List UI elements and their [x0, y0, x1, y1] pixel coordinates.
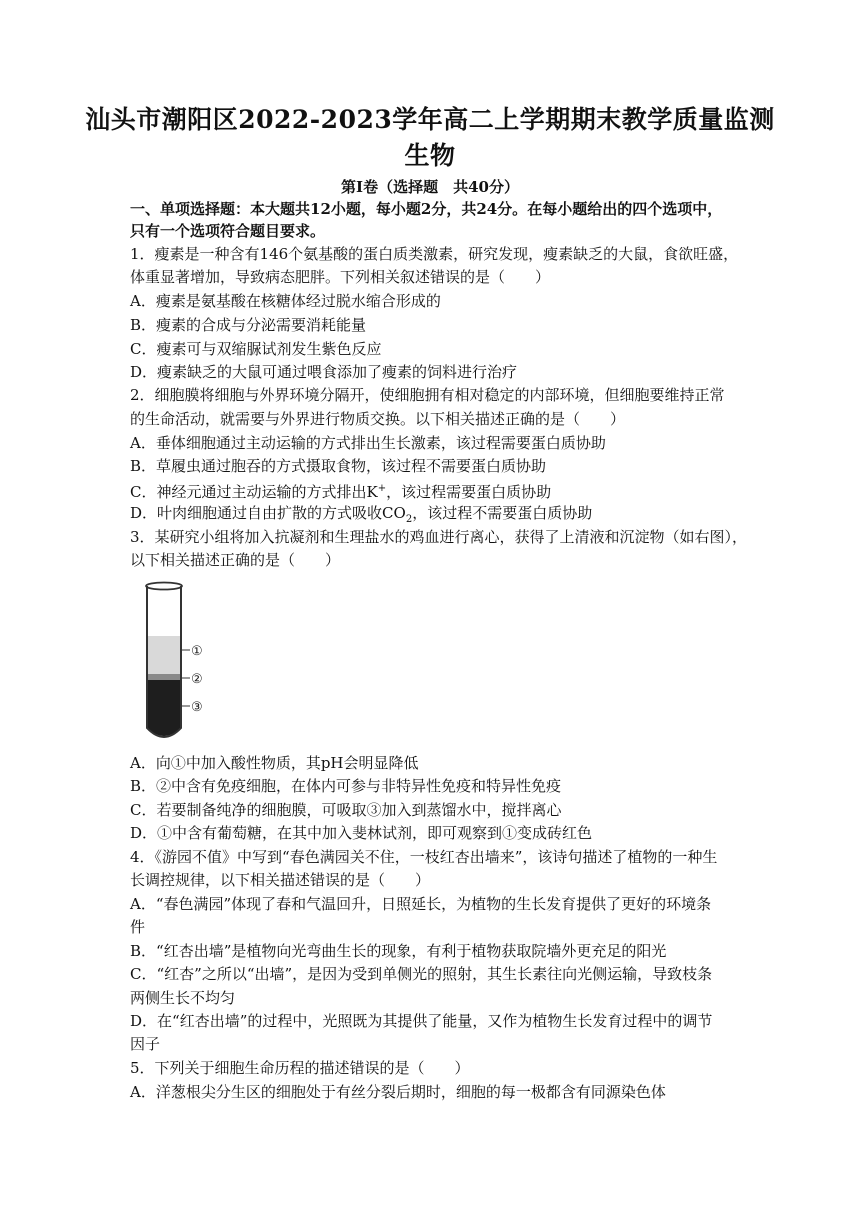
q4-stem-line-2: 长调控规律，以下相关描述错误的是（ ） [130, 871, 431, 889]
q5-stem: 5．下列关于细胞生命历程的描述错误的是（ ） [130, 1059, 470, 1077]
section-heading: 第I卷（选择题 共40分） [341, 178, 519, 196]
q1-stem-line-1: 1．瘦素是一种含有146个氨基酸的蛋白质类激素，研究发现，瘦素缺乏的大鼠，食欲旺盛， [130, 245, 739, 263]
q1-option-a: A．瘦素是氨基酸在核糖体经过脱水缩合形成的 [130, 292, 441, 310]
q3-option-a: A．向①中加入酸性物质，其pH会明显降低 [130, 754, 419, 772]
q1-stem-line-2: 体重显著增加，导致病态肥胖。下列相关叙述错误的是（ ） [130, 268, 551, 286]
q4-option-c-line-2: 两侧生长不均匀 [130, 989, 236, 1007]
q2-stem-line-1: 2．细胞膜将细胞与外界环境分隔开，使细胞拥有相对稳定的内部环境，但细胞要维持正常 [130, 386, 725, 404]
q2-option-d: D．叶肉细胞通过自由扩散的方式吸收$CO_2$，该过程不需要蛋白质协助 [130, 504, 593, 525]
q5-option-a: A．洋葱根尖分生区的细胞处于有丝分裂后期时，细胞的每一极都含有同源染色体 [130, 1083, 666, 1101]
instructions-line-2: 只有一个选项符合题目要求。 [130, 222, 326, 240]
q4-option-a-line-2: 件 [130, 918, 146, 936]
q3-stem-line-2: 以下相关描述正确的是（ ） [130, 551, 341, 569]
q2-option-a: A．垂体细胞通过主动运输的方式排出生长激素，该过程需要蛋白质协助 [130, 434, 606, 452]
q2-stem-line-2: 的生命活动，就需要与外界进行物质交换。以下相关描述正确的是（ ） [130, 410, 626, 428]
q4-stem-line-1: 4．《游园不值》中写到“春色满园关不住，一枝红杏出墙来”，该诗句描述了植物的一种生 [130, 848, 718, 866]
q4-option-b: B．“红杏出墙”是植物向光弯曲生长的现象，有利于植物获取院墙外更充足的阳光 [130, 942, 667, 960]
q4-option-d-line-1: D．在“红杏出墙”的过程中，光照既为其提供了能量，又作为植物生长发育过程中的调节 [130, 1012, 713, 1030]
q3-option-b: B．②中含有免疫细胞，在体内可参与非特异性免疫和特异性免疫 [130, 777, 562, 795]
subject-title: 生物 [404, 141, 456, 170]
instructions-line-1: 一、单项选择题：本大题共12小题，每小题2分，共24分。在每小题给出的四个选项中， [130, 200, 723, 218]
centrifuge-tube-figure [128, 578, 218, 748]
q3-option-c: C．若要制备纯净的细胞膜，可吸取③加入到蒸馏水中，搅拌离心 [130, 801, 562, 819]
q1-option-c: C．瘦素可与双缩脲试剂发生紫色反应 [130, 340, 382, 358]
q3-option-d: D．①中含有葡萄糖，在其中加入斐林试剂，即可观察到①变成砖红色 [130, 824, 593, 842]
q4-option-d-line-2: 因子 [130, 1035, 161, 1053]
q2-option-c: C．神经元通过主动运输的方式排出K+，该过程需要蛋白质协助 [130, 483, 552, 501]
q4-option-a-line-1: A．“春色满园”体现了春和气温回升，日照延长，为植物的生长发育提供了更好的环境条 [130, 895, 712, 913]
figure-label-2: ② [191, 672, 203, 687]
q4-option-c-line-1: C．“红杏”之所以“出墙”，是因为受到单侧光的照射，其生长素往向光侧运输，导致枝条 [130, 965, 713, 983]
figure-label-3: ③ [191, 700, 203, 715]
q2-option-b: B．草履虫通过胞吞的方式摄取食物，该过程不需要蛋白质协助 [130, 457, 547, 475]
q3-stem-line-1: 3．某研究小组将加入抗凝剂和生理盐水的鸡血进行离心，获得了上清液和沉淀物（如右图）， [130, 528, 748, 546]
q1-option-d: D．瘦素缺乏的大鼠可通过喂食添加了瘦素的饲料进行治疗 [130, 363, 518, 381]
exam-title: 汕头市潮阳区2022-2023学年高二上学期期末教学质量监测 [85, 105, 775, 134]
figure-label-1: ① [191, 644, 203, 659]
q1-option-b: B．瘦素的合成与分泌需要消耗能量 [130, 316, 367, 334]
